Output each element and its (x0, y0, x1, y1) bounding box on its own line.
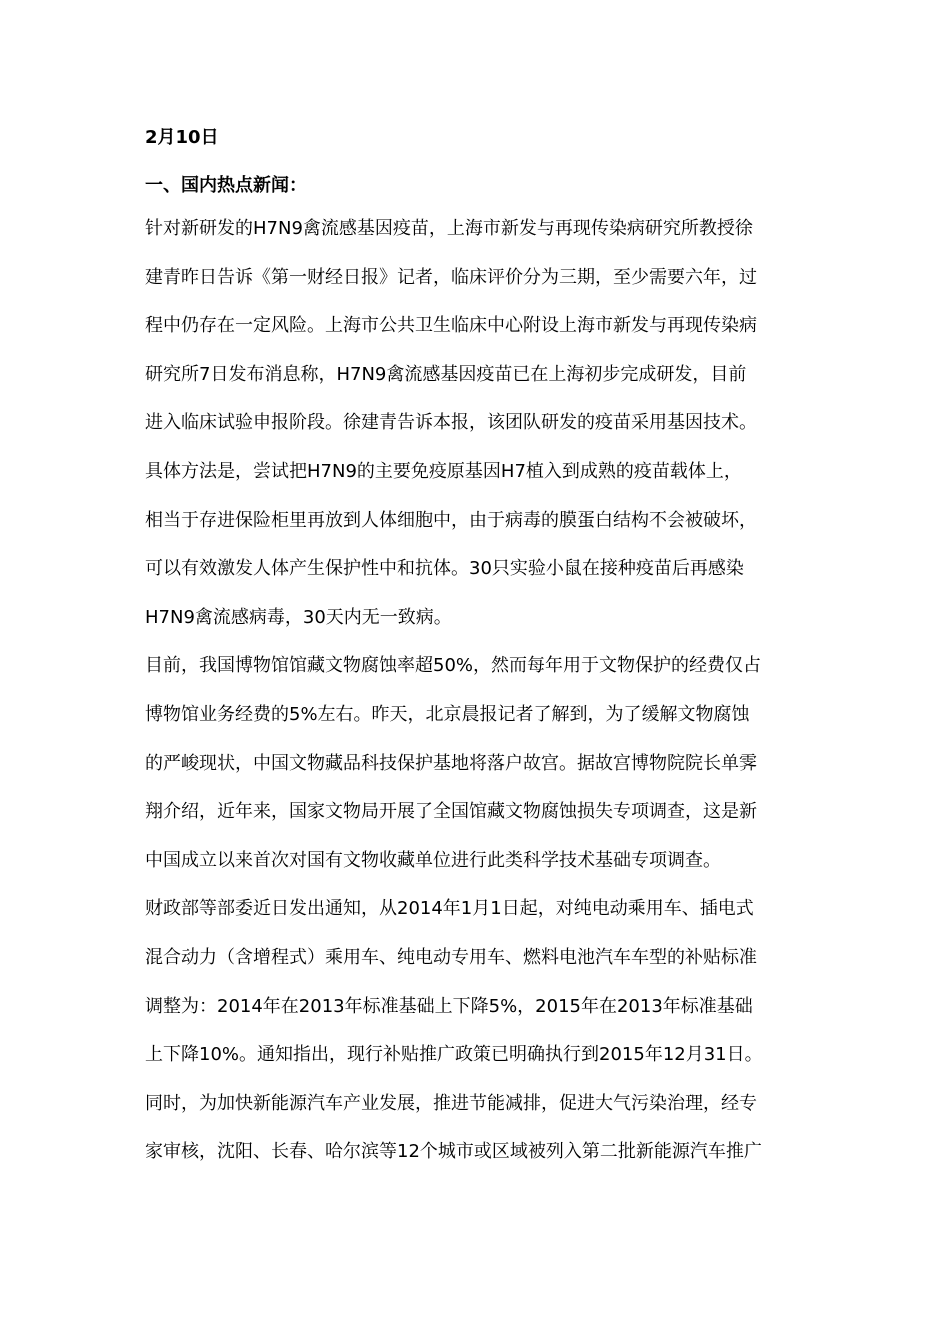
paragraph-line: 的严峻现状，中国文物藏品科技保护基地将落户故宫。据故宫博物院院长单霁 (145, 752, 757, 774)
paragraph-line: H7N9禽流感病毒，30天内无一致病。 (145, 606, 452, 628)
paragraph-line: 目前，我国博物馆馆藏文物腐蚀率超50%，然而每年用于文物保护的经费仅占 (145, 655, 762, 677)
paragraph-line: 调整为：2014年在2013年标准基础上下降5%，2015年在2013年标准基础 (145, 995, 753, 1017)
document-body (145, 119, 813, 1177)
paragraph-line: 可以有效激发人体产生保护性中和抗体。30只实验小鼠在接种疫苗后再感染 (145, 558, 744, 580)
news-paragraph-h7n9-vaccine (145, 205, 813, 642)
paragraph-line: 程中仍存在一定风险。上海市公共卫生临床中心附设上海市新发与再现传染病 (145, 315, 757, 337)
paragraph-line: 具体方法是，尝试把H7N9的主要免疫原基因H7植入到成熟的疫苗载体上， (145, 460, 742, 482)
paragraph-line: 同时，为加快新能源汽车产业发展，推进节能减排，促进大气污染治理，经专 (145, 1092, 757, 1114)
paragraph-line: 翔介绍，近年来，国家文物局开展了全国馆藏文物腐蚀损失专项调查，这是新 (145, 801, 757, 823)
paragraph-line: 建青昨日告诉《第一财经日报》记者，临床评价分为三期，至少需要六年，过 (145, 266, 757, 288)
paragraph-line: 相当于存进保险柜里再放到人体细胞中，由于病毒的膜蛋白结构不会被破坏， (145, 509, 757, 531)
paragraph-line: 博物馆业务经费的5%左右。昨天，北京晨报记者了解到，为了缓解文物腐蚀 (145, 703, 750, 725)
paragraph-line: 混合动力（含增程式）乘用车、纯电动专用车、燃料电池汽车车型的补贴标准 (145, 946, 757, 968)
paragraph-line: 中国成立以来首次对国有文物收藏单位进行此类科学技术基础专项调查。 (145, 849, 721, 871)
paragraph-line: 进入临床试验申报阶段。徐建青告诉本报，该团队研发的疫苗采用基因技术。 (145, 412, 757, 434)
paragraph-line: 针对新研发的H7N9禽流感基因疫苗，上海市新发与再现传染病研究所教授徐 (145, 218, 753, 239)
paragraph-line: 家审核，沈阳、长春、哈尔滨等12个城市或区域被列入第二批新能源汽车推广 (145, 1141, 762, 1163)
news-paragraph-new-energy-vehicles (145, 885, 813, 1177)
section-title: 一、国内热点新闻： (145, 175, 307, 196)
paragraph-line: 财政部等部委近日发出通知，从2014年1月1日起，对纯电动乘用车、插电式 (145, 898, 754, 920)
news-paragraph-museum-relics (145, 642, 813, 885)
paragraph-line: 上下降10%。通知指出，现行补贴推广政策已明确执行到2015年12月31日。 (145, 1044, 763, 1066)
document-date: 2月10日 (145, 127, 219, 148)
paragraph-line: 研究所7日发布消息称，H7N9禽流感基因疫苗已在上海初步完成研发，目前 (145, 363, 747, 385)
